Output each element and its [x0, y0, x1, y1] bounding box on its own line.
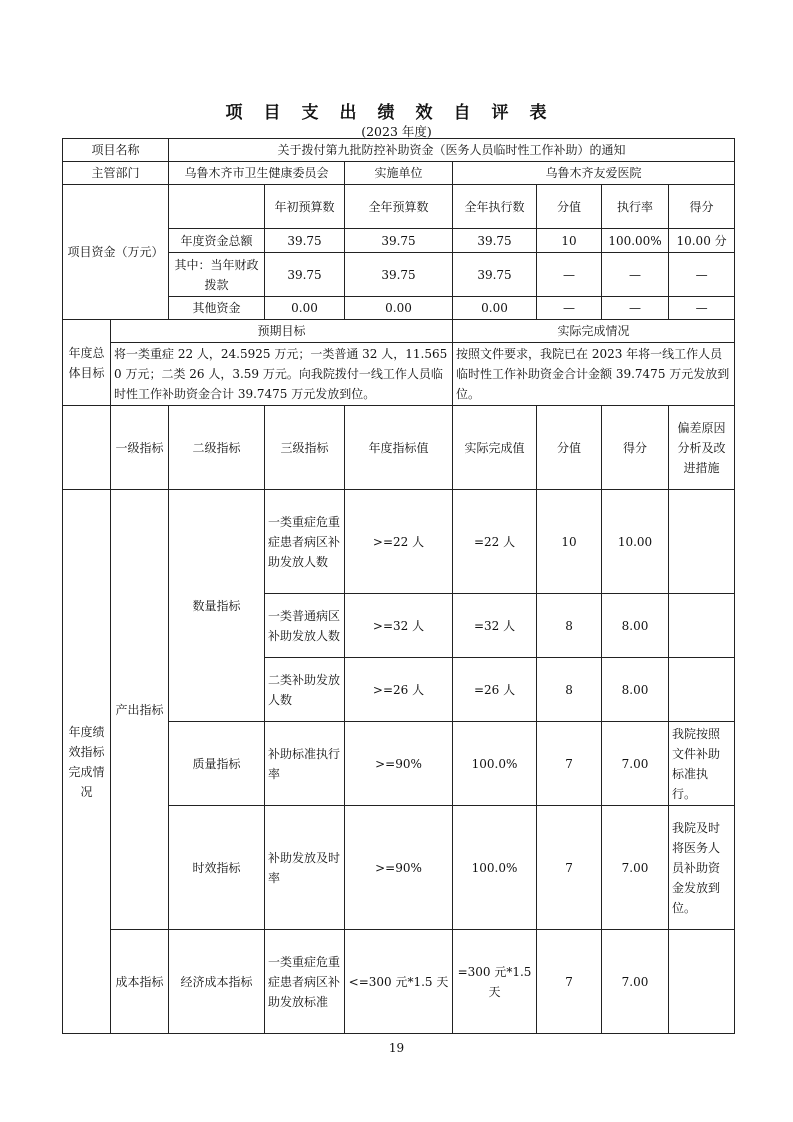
funds-header-corner: [169, 185, 265, 229]
funds-cell: 0.00: [265, 297, 345, 320]
page-title: 项目支出绩效自评表: [225, 103, 568, 123]
table-row: [63, 490, 735, 594]
funds-row-label: 其中：当年财政拨款: [169, 253, 265, 297]
points-value: 10.00: [602, 490, 669, 594]
project-name-label: 项目名称: [63, 139, 169, 162]
points-value: 8.00: [602, 658, 669, 722]
funds-cell: —: [669, 297, 735, 320]
table-row: [63, 406, 735, 490]
indicator-header: 三级指标: [265, 406, 345, 490]
level1-cost: 成本指标: [111, 930, 169, 1034]
level3-indicator: 一类重症危重症患者病区补助发放标准: [265, 930, 345, 1034]
level3-indicator: 补助发放及时率: [265, 806, 345, 930]
expected-goal-header: 预期目标: [111, 320, 453, 343]
indicator-header: 分值: [537, 406, 602, 490]
level3-indicator: 补助标准执行率: [265, 722, 345, 806]
level2-timeliness: 时效指标: [169, 806, 265, 930]
deviation-note: 我院及时将医务人员补助资金发放到位。: [669, 806, 735, 930]
dept-label: 主管部门: [63, 162, 169, 185]
indicator-header: 实际完成值: [453, 406, 537, 490]
expected-goal-text: 将一类重症 22 人，24.5925 万元；一类普通 32 人，11.5650 万元；二类 26 人，3.59 万元。向我院拨付一线工作人员临时性工作补助资金合计 39.7475 万元发放到位。: [111, 343, 453, 406]
table-row: [63, 162, 735, 185]
table-row: [63, 139, 735, 162]
funds-cell: 39.75: [265, 229, 345, 253]
score-value: 8: [537, 594, 602, 658]
table-row: [63, 930, 735, 1034]
page-number: 19: [388, 1041, 405, 1055]
funds-row-label: 年度资金总额: [169, 229, 265, 253]
indicator-header: 得分: [602, 406, 669, 490]
indicator-header-blank: [63, 406, 111, 490]
funds-cell: 39.75: [345, 253, 453, 297]
indicator-header: 一级指标: [111, 406, 169, 490]
indicator-header: 偏差原因分析及改进措施: [669, 406, 735, 490]
target-value: >=90%: [345, 806, 453, 930]
target-value: >=22 人: [345, 490, 453, 594]
level3-indicator: 一类普通病区补助发放人数: [265, 594, 345, 658]
actual-value: =300 元*1.5 天: [453, 930, 537, 1034]
actual-completion-text: 按照文件要求，我院已在 2023 年将一线工作人员临时性工作补助资金合计金额 39.7475 万元发放到位。: [453, 343, 735, 406]
score-value: 7: [537, 930, 602, 1034]
level2-quality: 质量指标: [169, 722, 265, 806]
project-name-value: 关于拨付第九批防控补助资金（医务人员临时性工作补助）的通知: [169, 139, 735, 162]
deviation-note: [669, 658, 735, 722]
points-value: 7.00: [602, 806, 669, 930]
table-row: [63, 320, 735, 343]
table-row: [63, 343, 735, 406]
target-value: >=90%: [345, 722, 453, 806]
table-row: [63, 185, 735, 229]
funds-header: 年初预算数: [265, 185, 345, 229]
level2-economic: 经济成本指标: [169, 930, 265, 1034]
actual-value: 100.0%: [453, 806, 537, 930]
funds-header: 得分: [669, 185, 735, 229]
deviation-note: 我院按照文件补助标准执行。: [669, 722, 735, 806]
funds-header: 全年执行数: [453, 185, 537, 229]
actual-value: =32 人: [453, 594, 537, 658]
target-value: <=300 元*1.5 天: [345, 930, 453, 1034]
annual-goals-label: 年度总体目标: [63, 320, 111, 406]
funds-header: 全年预算数: [345, 185, 453, 229]
points-value: 7.00: [602, 930, 669, 1034]
score-value: 8: [537, 658, 602, 722]
funds-cell: 0.00: [453, 297, 537, 320]
target-value: >=32 人: [345, 594, 453, 658]
actual-value: =26 人: [453, 658, 537, 722]
funds-cell: 39.75: [453, 229, 537, 253]
funds-row-label: 其他资金: [169, 297, 265, 320]
level3-indicator: 一类重症危重症患者病区补助发放人数: [265, 490, 345, 594]
performance-section-label: 年度绩效指标完成情况: [63, 490, 111, 1034]
deviation-note: [669, 594, 735, 658]
funds-cell: —: [669, 253, 735, 297]
actual-value: =22 人: [453, 490, 537, 594]
points-value: 7.00: [602, 722, 669, 806]
unit-value: 乌鲁木齐友爱医院: [453, 162, 735, 185]
funds-cell: 10.00 分: [669, 229, 735, 253]
level3-indicator: 二类补助发放人数: [265, 658, 345, 722]
actual-completion-header: 实际完成情况: [453, 320, 735, 343]
funds-cell: —: [537, 297, 602, 320]
funds-label: 项目资金（万元）: [63, 185, 169, 320]
funds-cell: 39.75: [345, 229, 453, 253]
page-subtitle-year: (2023 年度): [361, 124, 432, 139]
level1-output: 产出指标: [111, 490, 169, 930]
funds-cell: —: [602, 253, 669, 297]
score-value: 7: [537, 806, 602, 930]
funds-header: 执行率: [602, 185, 669, 229]
funds-cell: —: [537, 253, 602, 297]
level2-quantity: 数量指标: [169, 490, 265, 722]
funds-cell: 0.00: [345, 297, 453, 320]
funds-cell: 39.75: [453, 253, 537, 297]
funds-cell: 10: [537, 229, 602, 253]
dept-value: 乌鲁木齐市卫生健康委员会: [169, 162, 345, 185]
unit-label: 实施单位: [345, 162, 453, 185]
indicator-header: 二级指标: [169, 406, 265, 490]
points-value: 8.00: [602, 594, 669, 658]
funds-cell: 39.75: [265, 253, 345, 297]
funds-header: 分值: [537, 185, 602, 229]
indicator-header: 年度指标值: [345, 406, 453, 490]
actual-value: 100.0%: [453, 722, 537, 806]
funds-cell: 100.00%: [602, 229, 669, 253]
deviation-note: [669, 930, 735, 1034]
deviation-note: [669, 490, 735, 594]
score-value: 10: [537, 490, 602, 594]
funds-cell: —: [602, 297, 669, 320]
score-value: 7: [537, 722, 602, 806]
target-value: >=26 人: [345, 658, 453, 722]
performance-evaluation-table: [62, 138, 735, 1034]
